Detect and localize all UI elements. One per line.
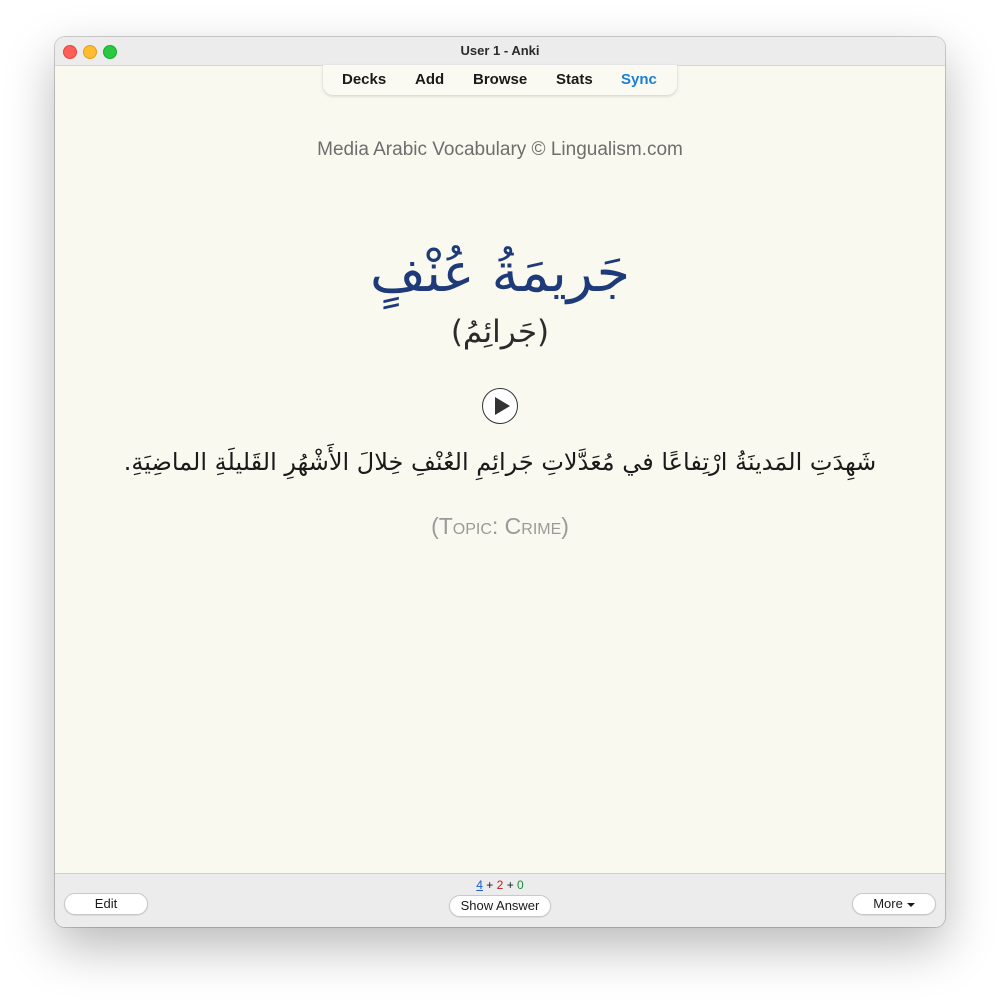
count-separator: + [486, 878, 494, 892]
more-button-label: More [873, 896, 903, 911]
due-counts [55, 878, 945, 892]
example-sentence: شَهِدَتِ المَدينَةُ ارْتِفاعًا في مُعَدَّلاتِ جَرائِمِ العُنْفِ خِلالَ الأَشْهُرِ القَليلَةِ الماضِيَةِ. [123, 448, 877, 476]
more-button[interactable] [852, 893, 936, 915]
anki-window [55, 37, 945, 927]
card-plural: (جَرائِمُ) [450, 314, 550, 350]
toolbar-stats[interactable]: Stats [556, 71, 593, 88]
count-separator: + [506, 878, 514, 892]
show-answer-label: Show Answer [460, 898, 540, 913]
edit-button[interactable] [64, 893, 148, 915]
review-count: 0 [517, 878, 524, 892]
review-bottom-bar [55, 873, 945, 927]
new-count: 4 [476, 878, 483, 892]
toolbar-decks[interactable]: Decks [342, 71, 387, 88]
play-icon [495, 397, 510, 415]
edit-button-label: Edit [94, 896, 118, 911]
card-word: جَريمَةُ عُنْفٍ [370, 241, 630, 304]
card-view [55, 66, 945, 873]
main-toolbar [323, 65, 677, 95]
play-audio-button[interactable] [482, 388, 518, 424]
title-bar [55, 37, 945, 66]
window-title: User 1 - Anki [460, 43, 540, 58]
show-answer-button[interactable] [449, 895, 551, 917]
toolbar-browse[interactable]: Browse [473, 71, 528, 88]
learning-count: 2 [496, 878, 504, 892]
card-topic: (Topic: Crime) [431, 513, 569, 539]
toolbar-add[interactable]: Add [415, 71, 445, 88]
chevron-down-icon [907, 903, 915, 907]
toolbar-sync[interactable]: Sync [621, 71, 657, 88]
deck-source: Media Arabic Vocabulary © Lingualism.com [317, 139, 683, 160]
